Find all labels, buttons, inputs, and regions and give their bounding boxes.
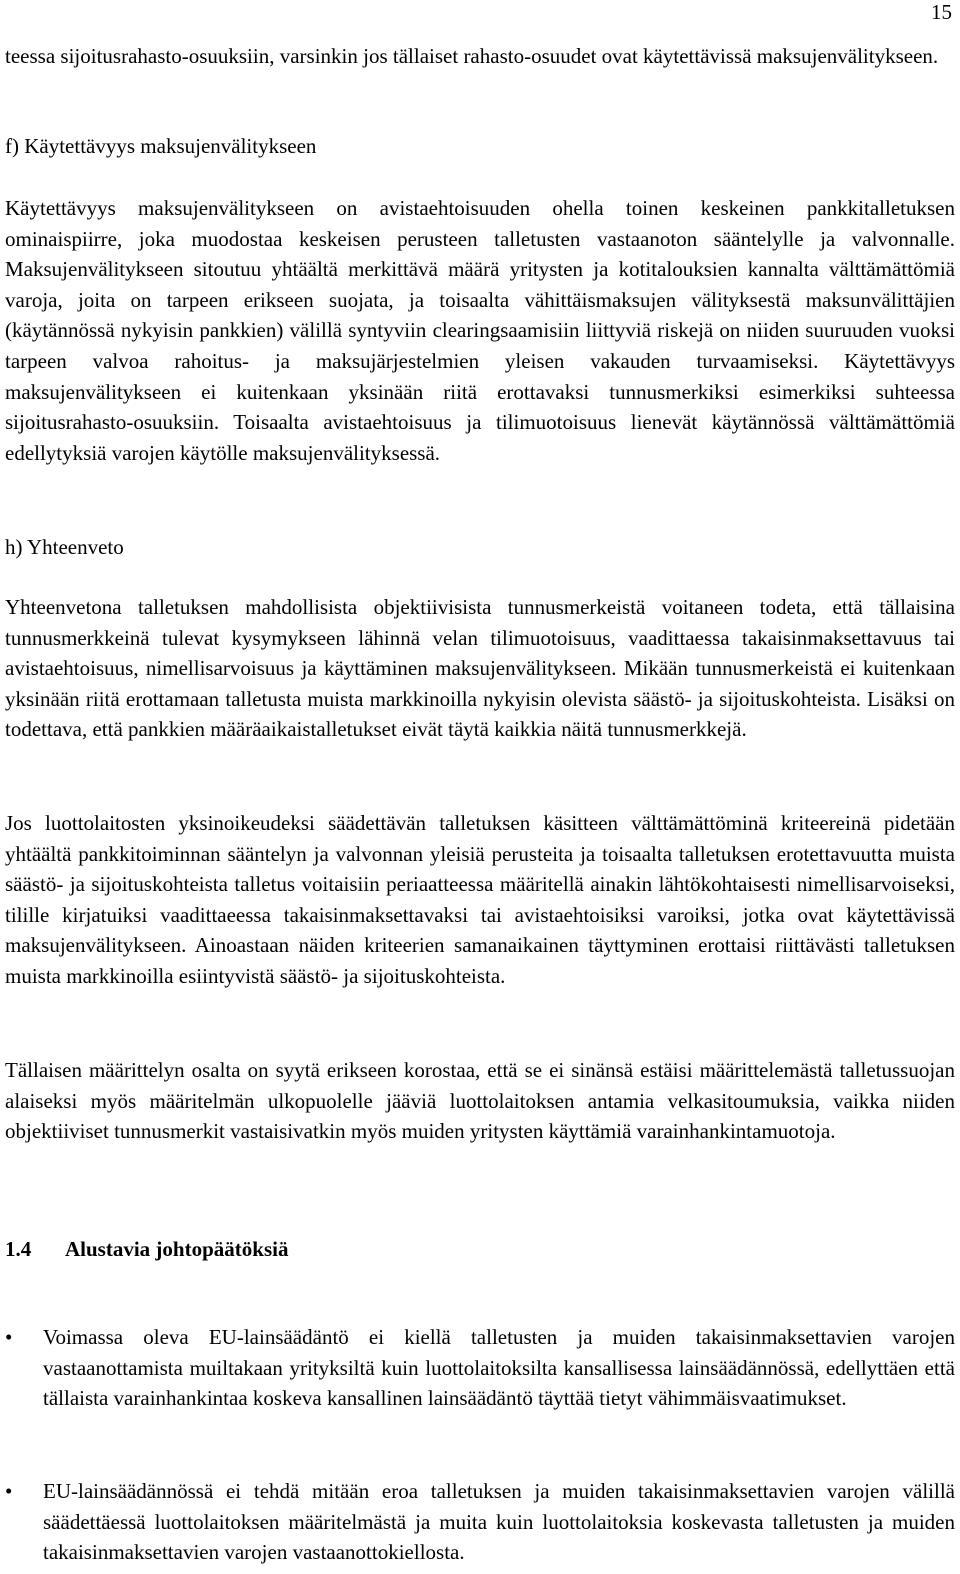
section-title: Alustavia johtopäätöksiä [65,1237,289,1261]
paragraph-availability: Käytettävyys maksujenvälitykseen on avistaehtoisuuden ohella toinen keskeinen pankkitalletuksen ominaispiirre, joka muodostaa keskeisen perusteen talletusten vastaanoton sääntelylle ja valvonnalle. Maksujenvälitykseen sitoutuu yhtäältä merkittävä määrä yritysten ja kotitalouksien kannalta välttämättömiä varoja, joita on tarpeen erikseen suojata, ja toisaalta vähittäismaksujen välityksestä maksunvälittäjien (käytännössä nykyisin pankkien) välillä syntyviin clearingsaamisiin liittyviä riskejä on niiden suuruuden vuoksi tarpeen valvoa rahoitus- ja maksujärjestelmien yleisen vakauden turvaamiseksi. Käytettävyys maksujenvälitykseen ei kuitenkaan yksinään riitä erottavaksi tunnusmerkiksi esimerkiksi suhteessa sijoitusrahasto-osuuksiin. Toisaalta avistaehtoisuus ja tilimuotoisuus lienevät käytännössä välttämättömiä edellytyksiä varojen käytölle maksujenvälityksessä. [5,196,955,465]
paragraph-summary-3: Tällaisen määrittelyn osalta on syytä erikseen korostaa, että se ei sinänsä estäisi määrittelemästä talletussuojan alaiseksi myös määritelmän ulkopuolelle jääviä luottolaitoksen antamia velkasitoumuksia, vaikka niiden objektiiviset tunnusmerkit vastaisivatkin myös muiden yritysten käyttämiä varainhankintamuotoja. [5,1058,955,1144]
bullet-dot: • [5,1325,13,1349]
bullet-item [5,1476,955,1568]
bullet-text: Voimassa oleva EU-lainsäädäntö ei kiellä talletusten ja muiden takaisinmaksettavien varojen vastaanottamista muiltakaan yrityksiltä kuin luottolaitoksilta kansallisessa lainsäädännössä, edellyttäen että tällaista varainhankintaa koskeva kansallinen lainsäädäntö täyttää tietyt vähimmäisvaatimukset. [43,1325,955,1411]
intro-paragraph: teessa sijoitusrahasto-osuuksiin, varsinkin jos tällaiset rahasto-osuudet ovat käytettävissä maksujenvälitykseen. [5,44,939,68]
paragraph-summary-2: Jos luottolaitosten yksinoikeudeksi säädettävän talletuksen käsitteen välttämättöminä kriteereinä pidetään yhtäältä pankkitoiminnan sääntelyn ja valvonnan yleisiä perusteita ja toisaalta talletuksen erotettavuutta muista säästö- ja sijoituskohteista talletus voitaisiin periaatteessa määritellä ainakin lähtökohtaisesti nimellisarvoiseksi, tilille kirjatuiksi vaadittaeessa takaisinmaksettavaksi tai avistaehtoisiksi varoiksi, jotka ovat käytettävissä maksujenvälitykseen. Ainoastaan näiden kriteerien samanaikainen täyttyminen erottaisi riittävästi talletuksen muista markkinoilla esiintyvistä säästö- ja sijoituskohteista. [5,811,955,988]
section-heading [5,1235,288,1263]
bullet-dot: • [5,1479,13,1503]
subheading-h: h) Yhteenveto [5,535,124,559]
bullet-item [5,1322,955,1414]
paragraph-summary-1: Yhteenvetona talletuksen mahdollisista objektiivisista tunnusmerkeistä voitaneen todeta, että tällaisina tunnusmerkkeinä tulevat kysymykseen lähinnä velan tilimuotoisuus, vaadittaessa takaisinmaksettavuus tai avistaehtoisuus, nimellisarvoisuus ja käyttäminen maksujenvälitykseen. Mikään tunnusmerkeistä ei kuitenkaan yksinään riitä erottamaan talletusta muista markkinoilla nykyisin olevista säästö- ja sijoituskohteista. Lisäksi on todettava, että pankkien määräaikaistalletukset eivät täytä kaikkia näitä tunnusmerkkejä. [5,595,955,742]
subheading-f: f) Käytettävyys maksujenvälitykseen [5,134,317,158]
page-number: 15 [931,0,952,24]
bullet-text: EU-lainsäädännössä ei tehdä mitään eroa talletuksen ja muiden takaisinmaksettavien varojen välillä säädettäessä luottolaitoksen määritelmästä ja muita kuin luottolaitoksia koskevasta talletusten ja muiden takaisinmaksettavien varojen vastaanottokiellosta. [43,1479,955,1565]
section-number: 1.4 [5,1237,32,1261]
